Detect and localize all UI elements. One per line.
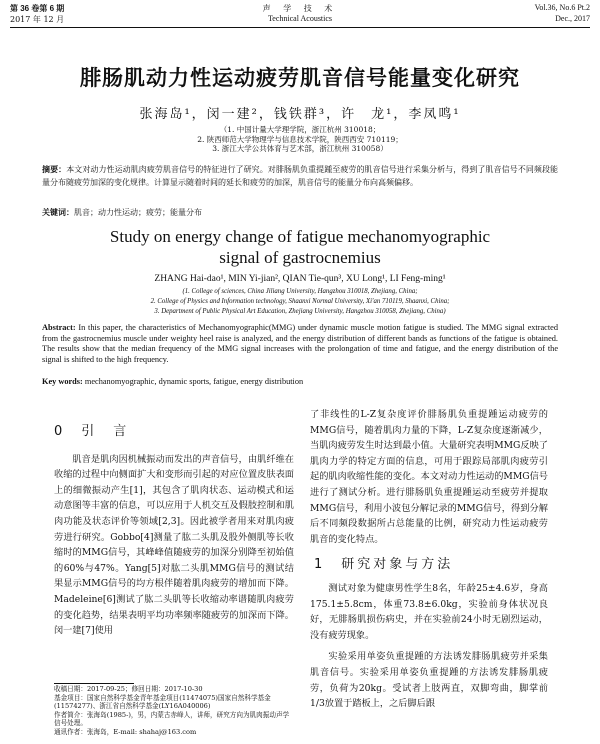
right-column xyxy=(310,407,548,712)
title-en-line: signal of gastrocnemius xyxy=(219,248,381,267)
affiliations-en xyxy=(30,287,570,317)
abstract-cn-label: 摘要： xyxy=(42,164,67,174)
journal-name-en: Technical Acoustics xyxy=(267,14,333,23)
affiliation-line: (1. College of sciences, China Jiliang University, Hangzhou 310018, Zhejiang, China; xyxy=(182,288,418,295)
footnote-received: 收稿日期：2017-09-25；修回日期：2017-10-30 xyxy=(54,685,203,693)
body-paragraph: 实验采用单姿负重提踵的方法诱发腓肠肌疲劳并采集肌音信号。实验采用单姿负重提踵的方法诱发腓肠肌疲劳，负荷为20kg。受试者上肢两直，双脚弯曲，脚掌前1/3放置于踏板上，之后脚后跟 xyxy=(310,651,548,710)
keywords-en-text: mechanomyographic, dynamic sports, fatigue, energy distribution xyxy=(82,377,304,386)
abstract-en-label: Abstract: xyxy=(42,323,76,332)
volume-issue-en: Vol.36, No.6 Pt.2 xyxy=(534,3,590,12)
keywords-en-label: Key words: xyxy=(42,377,83,386)
affiliation-line: 3. 浙江大学公共体育与艺术部，浙江杭州 310058） xyxy=(212,144,388,153)
left-column xyxy=(54,424,294,639)
footnote xyxy=(54,685,294,737)
affiliation-line: 2. College of Physics and Information technology, Shaanxi Normal University, Xi'an 710119, Shaanxi, China; xyxy=(150,298,450,305)
issue-date: 2017 年 12 月 xyxy=(10,15,65,24)
abstract-cn xyxy=(42,163,558,189)
section-heading-introduction: 0 引 言 xyxy=(54,424,130,439)
keywords-cn xyxy=(42,207,558,218)
abstract-cn-text: 本文对动力性运动肌肉疲劳肌音信号的特征进行了研究。对腓肠肌负重提踵至疲劳的肌音信号进行采集分析与，得到了肌音信号不同频段能量分布随疲劳加深的变化规律。计算显示随着时间的延长和疲劳的加深，肌音信号的能量分布向高频偏移。 xyxy=(42,165,559,187)
body-paragraph: 测试对象为健康男性学生8名，年龄25±4.6岁，身高175.1±5.8cm，体重73.8±6.0kg，实验前身体状况良好，无腓肠肌损伤病史，并在实验前24小时无剧烈运动，没有疲劳现象。 xyxy=(310,582,548,641)
affiliations-cn xyxy=(0,125,600,154)
affiliation-line: 3. Department of Public Physical Art Education, Zhejiang University, Hangzhou 310058, Zhejiang, China) xyxy=(154,308,446,315)
keywords-cn-label: 关键词： xyxy=(42,207,74,217)
title-en-line: Study on energy change of fatigue mechanomyographic xyxy=(109,227,491,246)
volume-issue: 第 36 卷第 6 期 xyxy=(10,4,65,13)
abstract-en xyxy=(42,323,558,365)
body-paragraph: 肌音是肌肉因机械振动而发出的声音信号，由肌纤维在收缩的过程中向侧面扩大和变形而引起的对应位置皮肤表面上的细微振动产生[1]，其包含了肌肉状态、运动模式和运动意图等丰富的信息，可以应用于人机交互及假肢控制和肌肉功能及状态评价等领域[2,3]。因此被学者用来对肌肉疲劳进行研究。Gobbo[4]测量了肱二头肌及股外侧肌等长收缩时的MMG信号，其峰峰值随疲劳的加深分别降至初始值的60%与47%。Yang[5]对肱二头肌MMG信号的测试结果显示MMG信号的均方根伴随着肌肉疲劳的增加而下降。Madeleine[6]测试了肱二头肌等长收缩动率谱随肌肉疲劳的变化趋势，结果表明平均功率频率随疲劳的加深而下降。闵一建[7]使用 xyxy=(54,453,294,637)
issue-date-en: Dec., 2017 xyxy=(555,14,590,23)
footnote-contact: 通讯作者：张海岛，E-mail: shahaj@163.com xyxy=(54,727,197,736)
keywords-en xyxy=(42,377,558,386)
footnote-fund: 基金项目：国家自然科学基金青年基金项目(11474075)国家自然科学基金(11574277)、浙江省自然科学基金(LY16A040006) xyxy=(54,693,271,711)
abstract-en-text: In this paper, the characteristics of Mechanomyographic(MMG) under dynamic muscle motion fatigue is studied. The MMG signal extracted from the gastrocnemius muscle under weighty heel raise is analyzed, and the energy distribution of different bands as functions of the fatigue is obtained. The results show that the median frequency of the MMG signal increases with the prolongation of time and fatigue, and the energy distribution of the signal is shifted to the high frequency. xyxy=(42,323,558,364)
title-cn: 腓肠肌动力性运动疲劳肌音信号能量变化研究 xyxy=(80,66,520,90)
authors-en: ZHANG Hai-dao¹, MIN Yi-jian², QIAN Tie-qun³, XU Long¹, LI Feng-ming¹ xyxy=(154,274,446,284)
journal-name-cn: 声 学 技 术 xyxy=(262,4,338,13)
footnote-divider xyxy=(54,683,134,684)
keywords-cn-text: 肌音；动力性运动；疲劳；能量分布 xyxy=(74,208,202,217)
section-heading-methods: 1 研究对象与方法 xyxy=(314,557,454,573)
footnote-author: 作者简介：张海岛(1985-)，男，内蒙古赤峰人，讲师，研究方向为肌肉振动声学信号处理。 xyxy=(54,710,290,728)
title-en xyxy=(0,226,600,268)
affiliation-line: 2. 陕西师范大学物理学与信息技术学院，陕西西安 710119； xyxy=(197,134,403,144)
running-header xyxy=(10,3,590,28)
affiliation-line: （1. 中国计量大学理学院，浙江杭州 310018； xyxy=(219,125,381,134)
body-paragraph: 了非线性的L-Z复杂度评价腓肠肌负重提踵运动疲劳的MMG信号，随着肌肉力量的下降，L-Z复杂度逐渐减少，当肌肉疲劳发生时达到最小值。大量研究表明MMG反映了肌肉力学的特定方面的信息，可用于跟踪局部肌肉疲劳引起的肌肉收缩性能的变化。本文对动力性运动的MMG信号进行了测试分析。进行腓肠肌负重提踵运动至疲劳并提取MMG信号，利用小波包分解记录的MMG信号，得到分解后不同频段数据所占总能量的比例，研究动力性运动疲劳肌音的变化特点。 xyxy=(310,409,548,545)
authors-cn: 张海岛¹，闵一建²，钱铁群³，许 龙¹，李凤鸣¹ xyxy=(139,107,461,122)
